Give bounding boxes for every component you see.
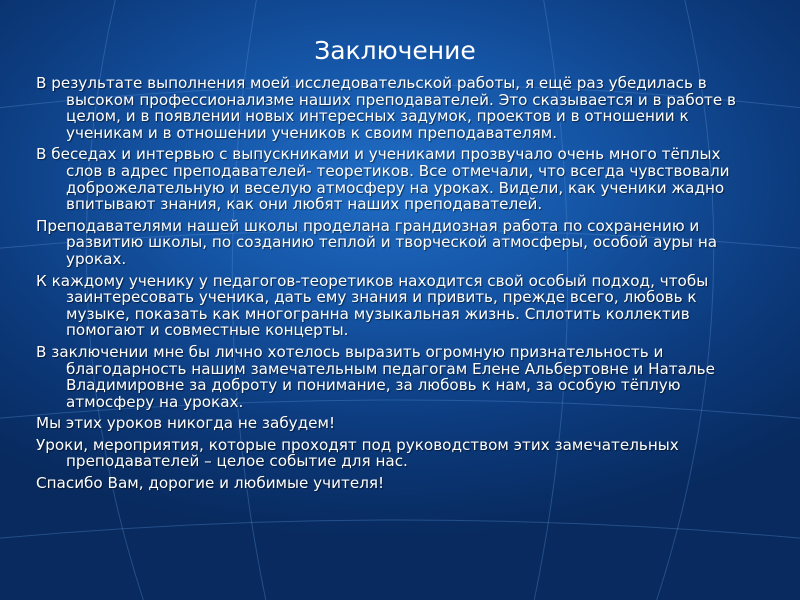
paragraph: Преподавателями нашей школы проделана грандиозная работа по сохранению и развитию школы, по созданию теплой и творческой атмосферы, особой ауры на уроках. [36,216,718,268]
paragraph: Спасибо Вам, дорогие и любимые учителя! [36,474,385,493]
paragraph: Мы этих уроков никогда не забудем! [36,414,336,433]
slide-body [36,75,752,497]
paragraph: К каждому ученику у педагогов-теоретиков находится свой особый подход, чтобы заинтересовать ученика, дать ему знания и привить, прежде всего, любовь к музыке, показать как многогранна музыкальная жизнь. Сплотить коллектив помогают и совместные концерты. [36,271,709,340]
paragraph: Уроки, мероприятия, которые проходят под руководством этих замечательных преподавателей – целое событие для нас. [36,435,679,471]
paragraph: В заключении мне бы лично хотелось выразить огромную признательность и благодарность нашим замечательным педагогам Елене Альбертовне и Наталье Владимировне за доброту и понимание, за любовь к нам, за особую тёплую атмосферу на уроках. [36,342,715,411]
slide-title: Заключение [314,36,476,65]
paragraph: В беседах и интервью с выпускниками и учениками прозвучало очень много тёплых слов в адрес преподавателей- теоретиков. Все отмечали, что всегда чувствовали доброжелательную и веселую атмосферу на уроках. Видели, как ученики жадно впитывают знания, как они любят наших преподавателей. [36,145,730,214]
paragraph: В результате выполнения моей исследовательской работы, я ещё раз убедилась в высоком профессионализме наших преподавателей. Это сказывается и в работе в целом, и в появлении новых интересных задумок, проектов и в отношении к ученикам и в отношении учеников к своим преподавателям. [36,74,736,142]
